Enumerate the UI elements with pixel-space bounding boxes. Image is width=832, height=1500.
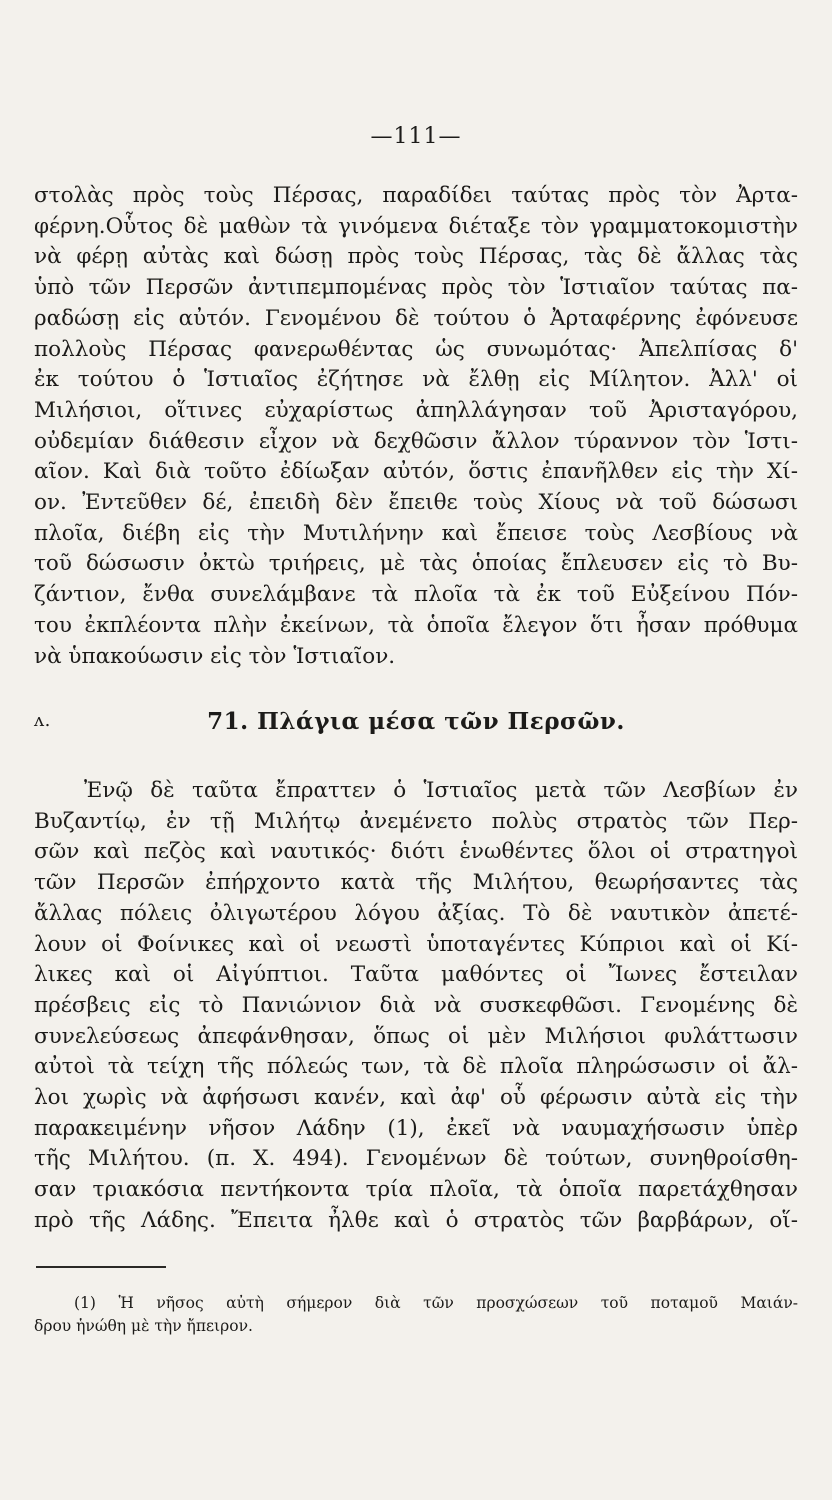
text-line: του ἐκπλέοντα πλὴν ἐκείνων, τὰ ὁποῖα ἔλεγον ὅτι ἦσαν πρόθυμα [34, 612, 798, 638]
text-line: σαν τριακόσια πεντήκοντα τρία πλοῖα, τὰ ὁποῖα παρετάχθησαν [34, 1177, 798, 1203]
section-heading [0, 708, 832, 735]
section-title: 71. Πλάγια μέσα τῶν Περσῶν. [207, 708, 625, 735]
margin-mark: ʌ. [34, 710, 51, 731]
paragraph-1 [34, 181, 798, 672]
text-line: Ἐνῷ δὲ ταῦτα ἔπραττεν ὁ Ἱστιαῖος μετὰ τῶν Λεσβίων ἐν [84, 778, 798, 803]
text-line: πρὸ τῆς Λάδης. Ἔπειτα ἦλθε καὶ ὁ στρατὸς τῶν βαρβάρων, οἵ- [34, 1207, 798, 1233]
footnote-line: δρου ἡνώθη μὲ τὴν ἤπειρον. [34, 1317, 253, 1335]
footnote-divider [36, 1266, 166, 1268]
text-line: Μιλήσιοι, οἵτινες εὐχαρίστως ἀπηλλάγησαν τοῦ Ἀρισταγόρου, [34, 397, 798, 423]
text-line: νὰ φέρῃ αὐτὰς καὶ δώσῃ πρὸς τοὺς Πέρσας, τὰς δὲ ἄλλας τὰς [34, 244, 798, 270]
paragraph-2 [34, 776, 798, 1237]
text-line: λοι χωρὶς νὰ ἀφήσωσι κανέν, καὶ ἀφ' οὗ φέρωσιν αὐτὰ εἰς τὴν [34, 1085, 798, 1111]
text-line: ον. Ἐντεῦθεν δέ, ἐπειδὴ δὲν ἔπειθε τοὺς Χίους νὰ τοῦ δώσωσι [34, 490, 798, 516]
text-line: συνελεύσεως ἀπεφάνθησαν, ὅπως οἱ μὲν Μιλήσιοι φυλάττωσιν [34, 1023, 798, 1049]
text-line: ὑπὸ τῶν Περσῶν ἀντιπεμπομένας πρὸς τὸν Ἱστιαῖον ταύτας πα- [34, 275, 798, 301]
footnote [34, 1292, 798, 1338]
text-line: πρέσβεις εἰς τὸ Πανιώνιον διὰ νὰ συσκεφθῶσι. Γενομένης δὲ [34, 992, 798, 1018]
text-line: τῶν Περσῶν ἐπήρχοντο κατὰ τῆς Μιλήτου, θεωρήσαντες τὰς [34, 870, 798, 896]
text-line: οὐδεμίαν διάθεσιν εἶχον νὰ δεχθῶσιν ἄλλον τύραννον τὸν Ἱστι- [34, 428, 798, 454]
text-line: Βυζαντίῳ, ἐν τῇ Μιλήτῳ ἀνεμένετο πολὺς στρατὸς τῶν Περ- [34, 808, 798, 834]
text-line: τῆς Μιλήτου. (π. Χ. 494). Γενομένων δὲ τούτων, συνηθροίσθη- [34, 1146, 798, 1172]
text-line: λουν οἱ Φοίνικες καὶ οἱ νεωστὶ ὑποταγέντες Κύπριοι καὶ οἱ Κί- [34, 931, 798, 957]
footnote-line: (1) Ἡ νῆσος αὐτὴ σήμερον διὰ τῶν προσχώσεων τοῦ ποταμοῦ Μαιάν- [74, 1294, 798, 1312]
text-line: νὰ ὑπακούωσιν εἰς τὸν Ἱστιαῖον. [34, 643, 396, 669]
text-line: ἐκ τούτου ὁ Ἱστιαῖος ἐζήτησε νὰ ἔλθῃ εἰς Μίλητον. Ἀλλ' οἱ [34, 367, 798, 393]
text-line: ραδώσῃ εἰς αὐτόν. Γενομένου δὲ τούτου ὁ Ἀρταφέρνης ἐφόνευσε [34, 305, 798, 331]
text-line: σῶν καὶ πεζὸς καὶ ναυτικός· διότι ἑνωθέντες ὅλοι οἱ στρατηγοὶ [34, 839, 798, 865]
text-line: φέρνη.Οὗτος δὲ μαθὼν τὰ γινόμενα διέταξε τὸν γραμματοκομιστὴν [34, 213, 798, 239]
text-line: αὐτοὶ τὰ τείχη τῆς πόλεώς των, τὰ δὲ πλοῖα πληρώσωσιν οἱ ἄλ- [34, 1054, 798, 1080]
page-number: —111— [370, 124, 462, 149]
text-line: λικες καὶ οἱ Αἰγύπτιοι. Ταῦτα μαθόντες οἱ Ἴωνες ἔστειλαν [34, 962, 798, 988]
text-line: πλοῖα, διέβη εἰς τὴν Μυτιλήνην καὶ ἔπεισε τοὺς Λεσβίους νὰ [34, 520, 798, 546]
text-line: ζάντιον, ἔνθα συνελάμβανε τὰ πλοῖα τὰ ἐκ τοῦ Εὐξείνου Πόν- [34, 582, 798, 608]
text-line: τοῦ δώσωσιν ὀκτὼ τριήρεις, μὲ τὰς ὁποίας ἔπλευσεν εἰς τὸ Βυ- [34, 551, 798, 577]
text-line: πολλοὺς Πέρσας φανερωθέντας ὡς συνωμότας· Ἀπελπίσας δ' [34, 336, 798, 362]
text-line: ἄλλας πόλεις ὀλιγωτέρου λόγου ἀξίας. Τὸ δὲ ναυτικὸν ἀπετέ- [34, 900, 798, 926]
text-line: αῖον. Καὶ διὰ τοῦτο ἐδίωξαν αὐτόν, ὅστις ἐπανῆλθεν εἰς τὴν Χί- [34, 459, 798, 485]
text-line: παρακειμένην νῆσον Λάδην (1), ἐκεῖ νὰ ναυμαχήσωσιν ὑπὲρ [34, 1115, 798, 1141]
text-line: στολὰς πρὸς τοὺς Πέρσας, παραδίδει ταύτας πρὸς τὸν Ἀρτα- [34, 183, 798, 208]
